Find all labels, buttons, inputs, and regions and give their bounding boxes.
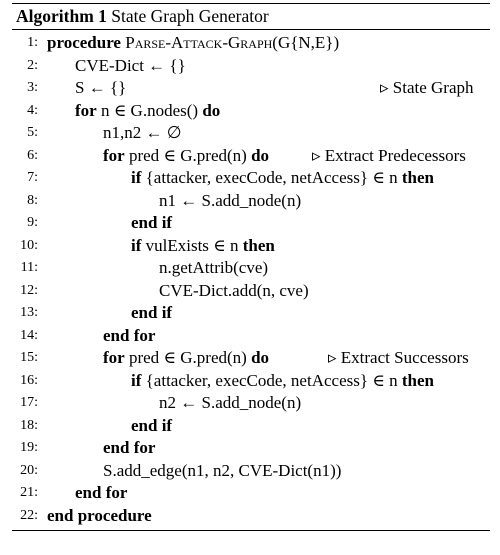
keyword: procedure <box>47 33 121 52</box>
line-number: 16: <box>20 372 38 388</box>
line-number: 1: <box>27 35 38 50</box>
line-number: 18: <box>20 417 38 433</box>
line-number: 8: <box>27 192 38 208</box>
keyword: for <box>75 100 97 120</box>
keyword: end for <box>103 325 156 345</box>
line-number: 14: <box>20 327 38 343</box>
line-code <box>131 167 434 190</box>
keyword: then <box>401 370 434 390</box>
line-comment: ▹ Extract Predecessors <box>312 145 466 165</box>
algorithm-line <box>12 460 490 483</box>
code-text: {attacker, execCode, netAccess} ∈ n <box>141 370 402 390</box>
keyword: then <box>242 235 275 255</box>
line-comment: ▹ State Graph <box>380 78 474 97</box>
code-text: n1 ← S.add_node(n) <box>159 190 302 210</box>
keyword: do <box>202 100 221 120</box>
algorithm-line <box>12 167 490 190</box>
algorithm-block <box>12 3 490 531</box>
code-text: n1,n2 ← ∅ <box>103 123 182 142</box>
algorithm-line <box>12 77 490 100</box>
keyword: if <box>131 370 142 390</box>
algorithm-line <box>12 437 490 460</box>
keyword: end for <box>103 438 156 457</box>
line-code <box>131 370 434 393</box>
line-number: 3: <box>27 80 38 95</box>
code-text: n.getAttrib(cve) <box>159 258 269 277</box>
line-code <box>103 437 155 460</box>
algorithm-line <box>12 482 490 505</box>
line-number: 20: <box>20 462 38 478</box>
code-text: n2 ← S.add_node(n) <box>159 393 302 412</box>
algorithm-line <box>12 347 490 370</box>
line-code <box>131 415 172 438</box>
line-code <box>131 302 172 325</box>
line-code <box>159 190 301 213</box>
code-text: {attacker, execCode, netAccess} ∈ n <box>141 168 402 187</box>
bottom-rule <box>12 530 490 531</box>
line-code <box>103 347 269 370</box>
keyword: then <box>401 168 434 187</box>
keyword: end if <box>131 303 173 322</box>
line-number: 6: <box>27 147 38 163</box>
line-comment: ▹ Extract Successors <box>328 348 469 367</box>
line-code <box>159 257 268 280</box>
code-text: pred ∈ G.pred(n) <box>124 348 252 367</box>
procedure-name: Parse-Attack-Graph <box>125 33 273 52</box>
keyword: end for <box>75 483 128 502</box>
line-code <box>75 100 220 123</box>
line-code <box>131 212 172 235</box>
code-text: S ← {} <box>75 78 127 97</box>
algorithm-line <box>12 190 490 213</box>
line-code <box>159 392 301 415</box>
line-code <box>47 505 152 528</box>
caption-title: State Graph Generator <box>111 6 269 26</box>
line-number: 19: <box>20 440 38 455</box>
line-code <box>103 122 182 145</box>
algorithm-line <box>12 415 490 438</box>
algorithm-line <box>12 505 490 528</box>
algorithm-line <box>12 32 490 55</box>
line-number: 11: <box>20 260 38 275</box>
algorithm-line <box>12 302 490 325</box>
algorithm-line <box>12 370 490 393</box>
code-text: CVE-Dict ← {} <box>75 55 186 75</box>
line-code <box>47 32 339 55</box>
algorithm-line <box>12 145 490 168</box>
line-code <box>103 460 341 483</box>
algorithm-line <box>12 212 490 235</box>
code-text: CVE-Dict.add(n, cve) <box>159 280 309 300</box>
keyword: end procedure <box>47 505 152 525</box>
line-code <box>75 482 127 505</box>
keyword: for <box>103 348 125 367</box>
algorithm-line <box>12 280 490 303</box>
keyword: do <box>251 145 270 165</box>
line-code <box>75 55 186 78</box>
line-code <box>159 280 309 303</box>
keyword: if <box>131 235 142 255</box>
line-code <box>103 145 269 168</box>
algorithm-line <box>12 55 490 78</box>
caption-label: Algorithm 1 <box>16 6 107 26</box>
code-text: (G{N,E}) <box>272 33 340 52</box>
line-number: 21: <box>20 485 38 500</box>
line-number: 5: <box>27 125 38 140</box>
code-text: vulExists ∈ n <box>141 235 243 255</box>
algorithm-caption <box>12 4 490 29</box>
keyword: end if <box>131 213 173 232</box>
algorithm-line <box>12 235 490 258</box>
line-number: 22: <box>20 507 38 523</box>
keyword: if <box>131 168 142 187</box>
line-number: 2: <box>27 57 38 73</box>
line-code <box>131 235 275 258</box>
keyword: for <box>103 145 125 165</box>
line-number: 15: <box>20 350 38 365</box>
line-number: 7: <box>27 170 38 185</box>
algorithm-line <box>12 392 490 415</box>
line-number: 12: <box>20 282 38 298</box>
keyword: do <box>251 348 270 367</box>
code-text: n ∈ G.nodes() <box>96 100 203 120</box>
code-text: pred ∈ G.pred(n) <box>124 145 252 165</box>
algorithm-line <box>12 325 490 348</box>
line-number: 10: <box>20 237 38 253</box>
algorithm-line <box>12 257 490 280</box>
code-text: S.add_edge(n1, n2, CVE-Dict(n1)) <box>103 460 342 480</box>
line-number: 4: <box>27 102 38 118</box>
line-number: 17: <box>20 395 38 410</box>
line-number: 9: <box>27 215 38 230</box>
algorithm-line <box>12 100 490 123</box>
line-number: 13: <box>20 305 38 320</box>
keyword: end if <box>131 415 173 435</box>
line-code <box>103 325 155 348</box>
algorithm-line <box>12 122 490 145</box>
algorithm-lines <box>12 30 490 527</box>
line-code <box>75 77 126 100</box>
